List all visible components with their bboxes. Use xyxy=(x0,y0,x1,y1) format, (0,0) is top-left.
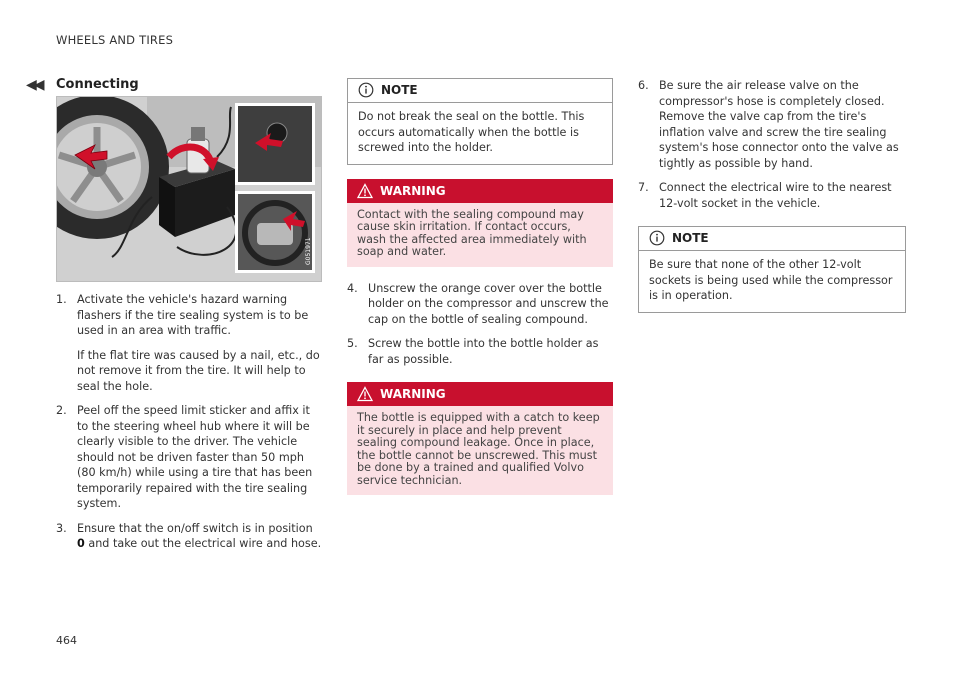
note-text: Do not break the seal on the bottle. This occurs automatically when the bottle is screwed into the holder. xyxy=(358,110,585,154)
note-box-seal xyxy=(347,78,613,165)
back-navigation-icon[interactable]: ◀◀ xyxy=(26,77,42,93)
warning-text: Contact with the sealing compound may cause skin irritation. If contact occurs, wash the affected area immediately with soap and water. xyxy=(357,207,587,258)
step-text: Connect the electrical wire to the nearest 12-volt socket in the vehicle. xyxy=(659,181,892,210)
step-6 xyxy=(638,78,906,171)
switch-position-value: 0 xyxy=(77,537,85,550)
step-text: Peel off the speed limit sticker and affix it to the steering wheel hub where it will be clearly visible to the driver. The vehicle should not be driven faster than 50 mph (80 km/h) while using a tire that has been temporarily repaired with the tire sealing system. xyxy=(77,404,313,510)
step-number: 7. xyxy=(638,181,649,194)
warning-label: WARNING xyxy=(380,183,446,198)
running-header: WHEELS AND TIRES xyxy=(56,33,174,47)
step-text-after: and take out the electrical wire and hose. xyxy=(84,537,322,550)
warning-box-skin xyxy=(347,179,613,267)
image-code: G051971 xyxy=(305,237,312,265)
note-header xyxy=(348,79,612,103)
step-number: 4. xyxy=(347,281,358,295)
step-text: Be sure the air release valve on the compressor's hose is completely closed. Remove the valve cap from the tire's inflation valve and screw the tire sealing system's hose connector onto the valve as tightly as possible by hand. xyxy=(659,79,899,170)
page-number: 464 xyxy=(56,634,77,647)
step-7 xyxy=(638,180,906,211)
step-number: 1. xyxy=(56,293,67,306)
step-4 xyxy=(347,281,613,328)
step-3 xyxy=(56,521,324,552)
column-2 xyxy=(347,78,613,495)
step-number: 6. xyxy=(638,79,649,92)
steps-list-1 xyxy=(56,292,324,552)
steps-list-3 xyxy=(638,78,906,211)
step-text: Activate the vehicle's hazard warning flashers if the tire sealing system is to be used in an area with traffic. xyxy=(77,293,309,337)
note-header xyxy=(639,227,905,251)
info-icon xyxy=(358,82,374,98)
illustration-tire-sealing-connection xyxy=(56,96,322,282)
step-text: Unscrew the orange cover over the bottle holder on the compressor and unscrew the cap on the bottle of sealing compound. xyxy=(368,281,609,326)
step-text-before: Ensure that the on/off switch is in position xyxy=(77,521,313,535)
note-label: NOTE xyxy=(381,83,418,97)
warning-triangle-icon xyxy=(357,183,373,199)
warning-triangle-icon xyxy=(357,386,373,402)
step-2 xyxy=(56,403,324,512)
step-subtext: If the flat tire was caused by a nail, etc., do not remove it from the tire. It will help to seal the hole. xyxy=(77,348,320,393)
illustration-drawing xyxy=(57,97,321,281)
warning-text: The bottle is equipped with a catch to keep it securely in place and help prevent sealing compound leakage. Once in place, the bottle cannot be unscrewed. This must be done by a trained and qualified Volvo service technician. xyxy=(357,411,600,487)
step-1 xyxy=(56,292,324,394)
column-1 xyxy=(56,292,324,561)
note-label: NOTE xyxy=(672,231,709,245)
section-title: Connecting xyxy=(56,77,139,92)
warning-box-bottle xyxy=(347,382,613,495)
note-box-sockets xyxy=(638,226,906,313)
step-number: 2. xyxy=(56,404,67,417)
step-text: Screw the bottle into the bottle holder as far as possible. xyxy=(368,337,599,366)
info-icon xyxy=(649,230,665,246)
warning-label: WARNING xyxy=(380,387,446,401)
step-number: 5. xyxy=(347,337,358,350)
step-number: 3. xyxy=(56,521,67,535)
steps-list-2 xyxy=(347,281,613,368)
column-3 xyxy=(638,78,906,313)
warning-header xyxy=(347,382,613,406)
warning-header xyxy=(347,179,613,203)
step-5 xyxy=(347,336,613,367)
note-text: Be sure that none of the other 12-volt sockets is being used while the compressor is in operation. xyxy=(649,258,893,302)
